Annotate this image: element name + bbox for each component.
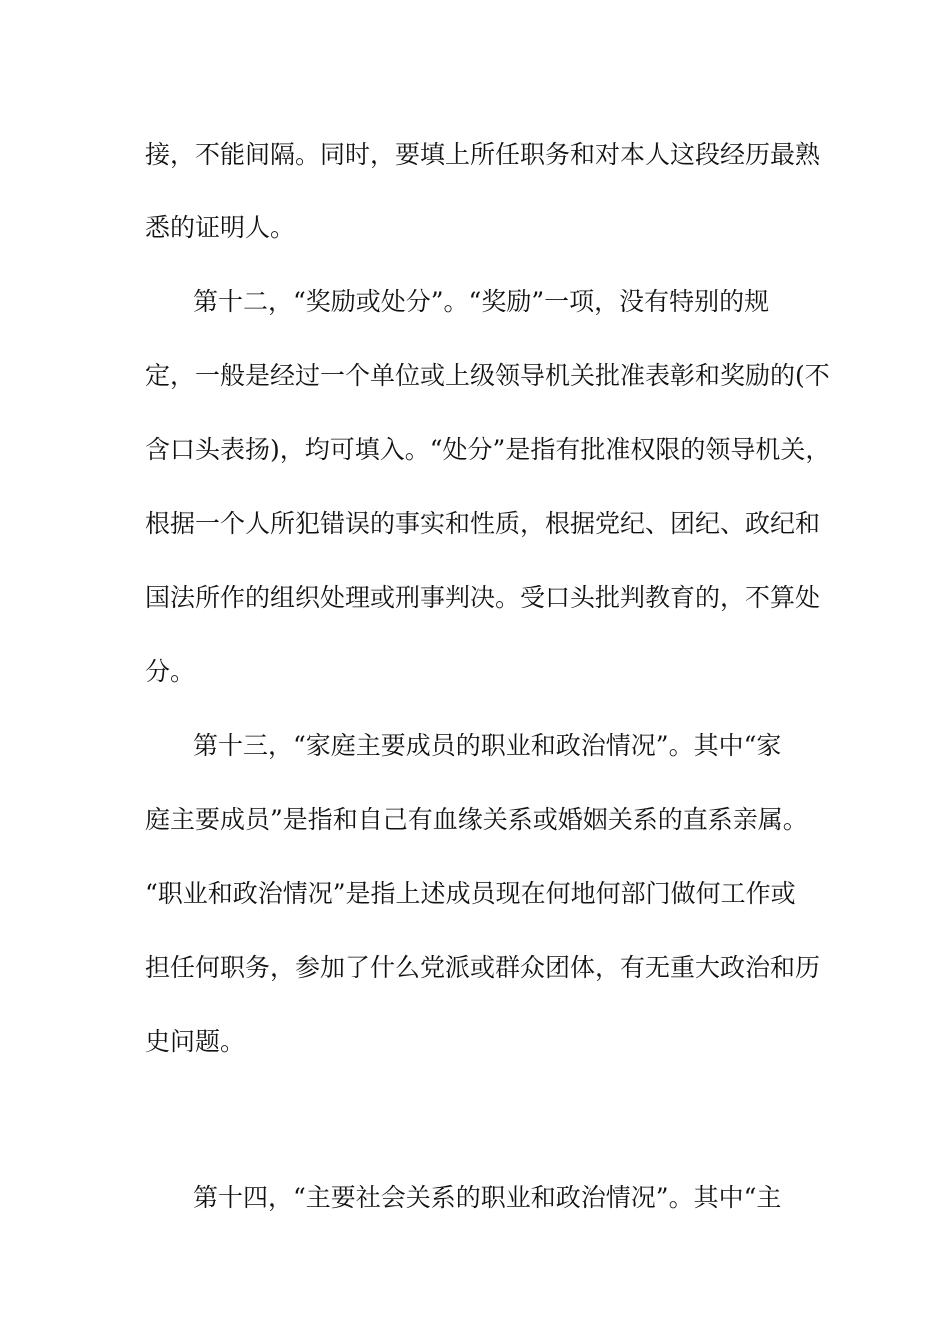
- text-line: 悉的证明人。: [145, 213, 296, 242]
- text-line: 分。: [145, 657, 196, 686]
- paragraph-first-line: 第十三，“家庭主要成员的职业和政治情况”。其中“家: [193, 731, 782, 760]
- paragraph-first-line: 第十四，“主要社会关系的职业和政治情况”。其中“主: [193, 1183, 782, 1212]
- text-line: 根据一个人所犯错误的事实和性质，根据党纪、团纪、政纪和: [145, 509, 821, 538]
- text-line: 担任何职务，参加了什么党派或群众团体，有无重大政治和历: [145, 953, 821, 982]
- text-line: 国法所作的组织处理或刑事判决。受口头批判教育的，不算处: [145, 583, 821, 612]
- text-line: 接，不能间隔。同时，要填上所任职务和对本人这段经历最熟: [145, 140, 821, 169]
- text-line: “职业和政治情况”是指上述成员现在何地何部门做何工作或: [145, 879, 796, 908]
- paragraph-first-line: 第十二，“奖励或处分”。“奖励”一项，没有特别的规: [193, 287, 770, 316]
- text-line: 含口头表扬)，均可填入。“处分”是指有批准权限的领导机关，: [145, 435, 831, 464]
- text-line: 史问题。: [145, 1027, 246, 1056]
- text-line: 庭主要成员”是指和自己有血缘关系或婚姻关系的直系亲属。: [145, 805, 808, 834]
- text-line: 定，一般是经过一个单位或上级领导机关批准表彰和奖励的(不: [145, 361, 830, 390]
